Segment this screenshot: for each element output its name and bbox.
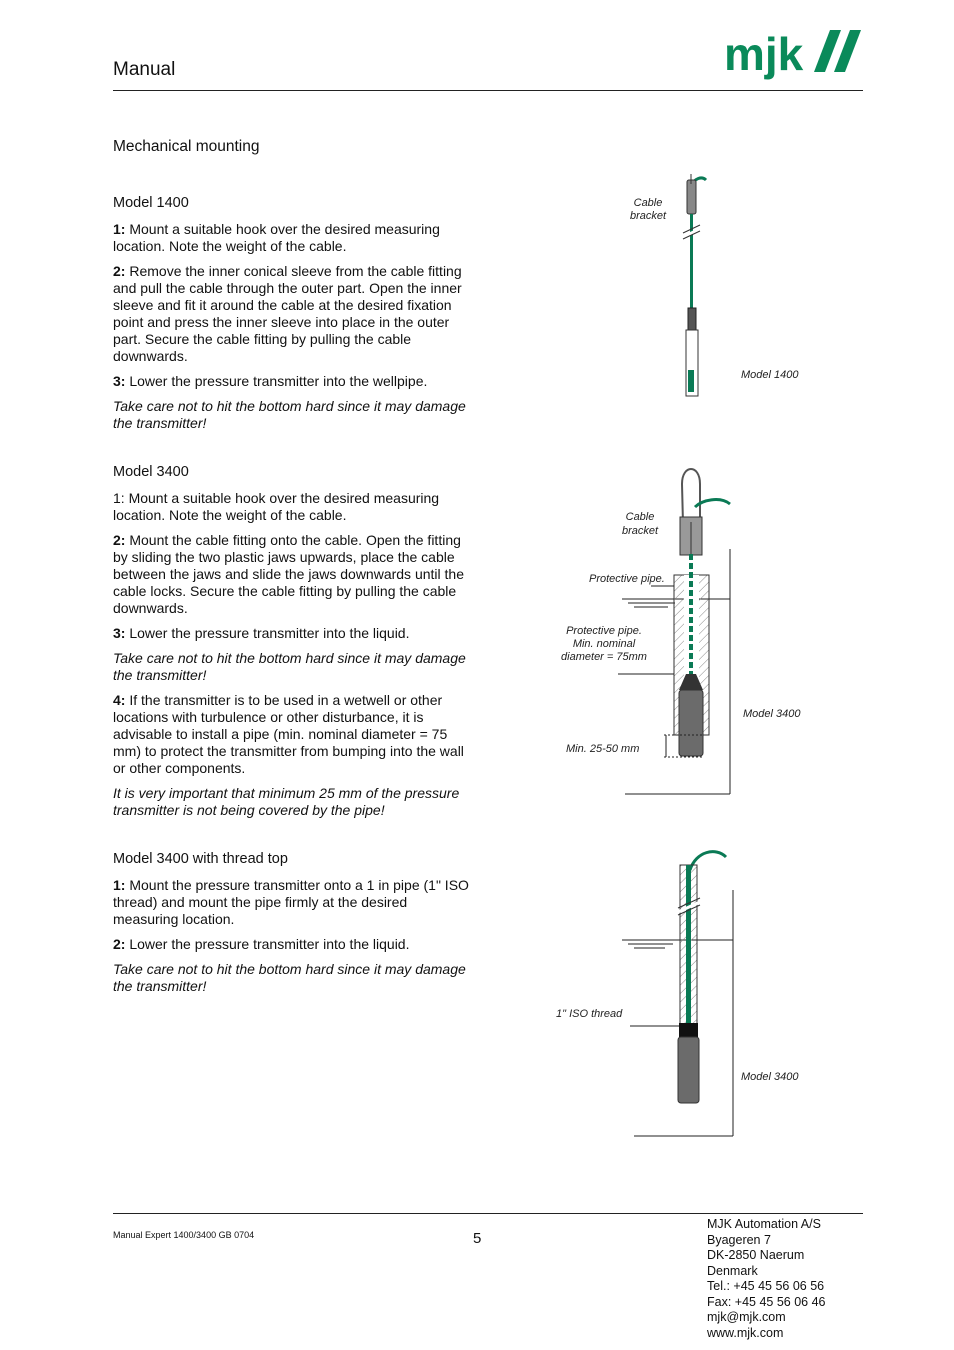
model-1400-section — [113, 195, 475, 440]
cable-bracket-label: Cable — [625, 511, 655, 523]
page-title: Manual — [113, 59, 176, 80]
company-address — [707, 1217, 826, 1341]
cable-bracket-label: Cable — [633, 197, 663, 209]
step-4: 4: If the transmitter is to be used in a wetwell or other locations with turbulence or other disturbance, it is advisable to install a pipe (min. nominal diameter = 75 mm) to protect the transmitter from bumping into the wall or other components. — [113, 692, 464, 776]
model-1400-figure — [540, 170, 840, 405]
warning: Take care not to hit the bottom hard since it may damage the transmitter! — [113, 961, 466, 994]
logo-text: mjk — [724, 28, 804, 80]
model-1400-heading: Model 1400 — [113, 195, 189, 211]
step-3: 3: Lower the pressure transmitter into the liquid. — [113, 625, 410, 641]
model-3400-thread-figure — [540, 845, 840, 1140]
company-name: MJK Automation A/S — [707, 1217, 821, 1231]
cable-bracket-label: bracket — [629, 210, 667, 222]
footer-rule — [113, 1213, 863, 1214]
fax: Fax: +45 45 56 06 46 — [707, 1294, 826, 1309]
important-note: It is very important that minimum 25 mm of the pressure transmitter is not being covered by the pipe! — [113, 785, 460, 818]
step-1: 1: Mount a suitable hook over the desired measuring location. Note the weight of the cable. — [113, 490, 440, 523]
mjk-logo — [722, 28, 864, 84]
model-3400-thread-heading: Model 3400 with thread top — [113, 851, 288, 867]
section-title: Mechanical mounting — [113, 138, 260, 155]
header-rule — [113, 90, 863, 91]
pipe-diameter-label: diameter = 75mm — [561, 651, 647, 663]
country: Denmark — [707, 1263, 758, 1278]
model-label: Model 3400 — [741, 1071, 799, 1083]
document-id: Manual Expert 1400/3400 GB 0704 — [113, 1230, 255, 1240]
website-link[interactable]: www.mjk.com — [707, 1325, 784, 1340]
model-3400-thread-section — [113, 851, 475, 1003]
model-label: Model 1400 — [741, 369, 799, 381]
cable-bracket-label: bracket — [621, 525, 659, 537]
thread-label: 1" ISO thread — [556, 1008, 623, 1020]
model-3400-section — [113, 464, 475, 827]
pipe-diameter-label: Protective pipe. — [566, 625, 642, 637]
pipe-diameter-label: Min. nominal — [572, 638, 636, 650]
model-3400-pipe-figure — [540, 462, 840, 802]
street: Byageren 7 — [707, 1232, 771, 1247]
protective-pipe-label: Protective pipe. — [589, 573, 665, 585]
warning: Take care not to hit the bottom hard since it may damage the transmitter! — [113, 398, 466, 431]
page-number: 5 — [473, 1230, 482, 1247]
city: DK-2850 Naerum — [707, 1248, 805, 1262]
step-2: 2: Lower the pressure transmitter into the liquid. — [113, 936, 410, 952]
email-link[interactable]: mjk@mjk.com — [707, 1310, 786, 1324]
model-3400-heading: Model 3400 — [113, 464, 189, 480]
step-2: 2: Remove the inner conical sleeve from the cable fitting and pull the cable through the outer part. Open the inner sleeve and fit it around the cable at the desired fixation point and press the inner sleeve into place in the outer part. Secure the cable fitting by pulling the cable downwards. — [113, 263, 462, 364]
step-2: 2: Mount the cable fitting onto the cable. Open the fitting by sliding the two plastic jaws upwards, place the cable between the jaws and slide the jaws downwards until the cable locks. Secure the cable fitting by pulling the cable downwards. — [113, 532, 464, 616]
step-1: 1: Mount the pressure transmitter onto a 1 in pipe (1" ISO thread) and mount the pipe firmly at the desired measuring location. — [113, 877, 469, 927]
warning: Take care not to hit the bottom hard since it may damage the transmitter! — [113, 650, 466, 683]
telephone: Tel.: +45 45 56 06 56 — [707, 1279, 825, 1293]
step-1: 1: Mount a suitable hook over the desired measuring location. Note the weight of the cable. — [113, 221, 440, 254]
step-3: 3: Lower the pressure transmitter into the wellpipe. — [113, 373, 428, 389]
model-label: Model 3400 — [743, 708, 801, 720]
min-distance-label: Min. 25-50 mm — [566, 743, 640, 755]
